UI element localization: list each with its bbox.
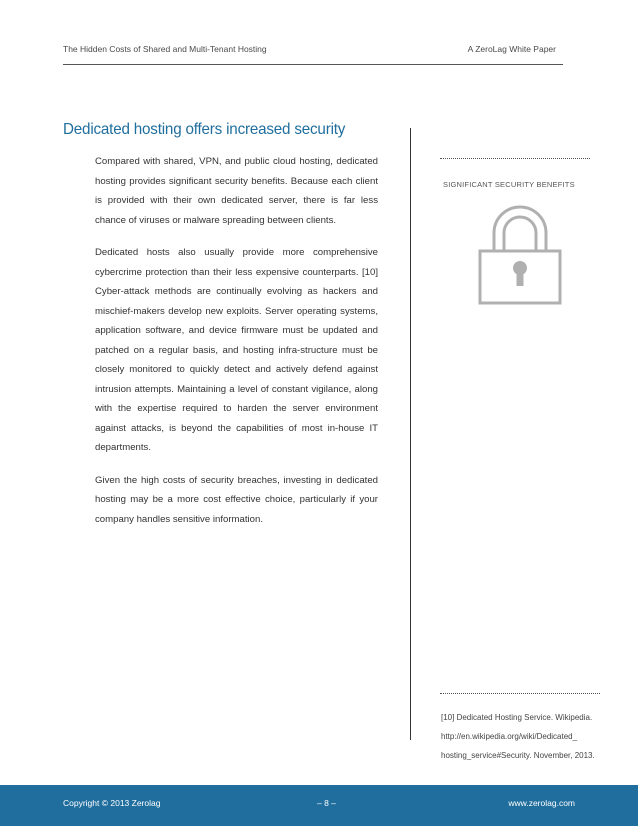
footnote	[441, 708, 611, 765]
column-divider	[410, 128, 411, 740]
padlock-icon	[470, 205, 570, 310]
sidebar-bottom-dotted-rule	[440, 693, 600, 694]
header-document-title: The Hidden Costs of Shared and Multi-Tenant Hosting	[63, 44, 267, 54]
footer-copyright: Copyright © 2013 Zerolag	[63, 798, 161, 808]
footnote-line: [10] Dedicated Hosting Service. Wikipedia.	[441, 713, 593, 722]
header-divider	[63, 64, 563, 65]
paragraph: Compared with shared, VPN, and public cloud hosting, dedicated hosting provides significant security benefits. Because each client is provided with their own dedicated server, there is far less chance of viruses or malware spreading between clients.	[95, 156, 378, 226]
paragraph: Given the high costs of security breaches, investing in dedicated hosting may be a more cost effective choice, particularly if your company handles sensitive information.	[95, 474, 378, 525]
footer-bar	[0, 785, 638, 826]
sidebar-heading: SIGNIFICANT SECURITY BENEFITS	[443, 180, 575, 189]
paragraph: Dedicated hosts also usually provide more comprehensive cybercrime protection than their less expensive counterparts. [10] Cyber-attack methods are continually evolving as hackers and mischief-makers develop new exploits. Server operating systems, application software, and device firmware must be updated and patched on a regular basis, and hosting infra-structure must be closely monitored to quickly detect and actively defend against intrusion attempts. Maintaining a level of constant vigilance, along with the expertise required to harden the server environment against attacks, is beyond the capabilities of most in-house IT departments.	[95, 247, 378, 453]
section-title: Dedicated hosting offers increased security	[63, 121, 346, 138]
footer-website: www.zerolag.com	[508, 798, 575, 808]
footnote-line: hosting_service#Security. November, 2013.	[441, 751, 595, 760]
sidebar-top-dotted-rule	[440, 158, 590, 159]
header-publisher: A ZeroLag White Paper	[467, 44, 556, 54]
footer-page-number: – 8 –	[317, 798, 336, 808]
body-text	[95, 152, 378, 542]
footnote-line: http://en.wikipedia.org/wiki/Dedicated_	[441, 732, 578, 741]
